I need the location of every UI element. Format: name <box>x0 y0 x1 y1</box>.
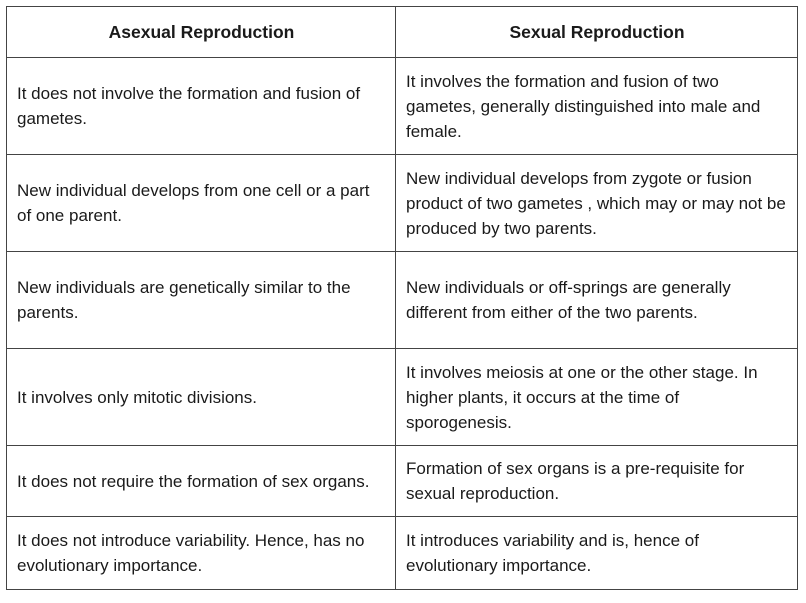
table-row <box>7 155 798 252</box>
table-row <box>7 58 798 155</box>
cell-asexual: It does not introduce variability. Hence, has no evolutionary importance. <box>7 517 396 590</box>
table-row <box>7 446 798 517</box>
header-asexual: Asexual Reproduction <box>7 7 396 58</box>
cell-asexual: It does not require the formation of sex organs. <box>7 446 396 517</box>
table-row <box>7 349 798 446</box>
table-row <box>7 517 798 590</box>
cell-sexual: It introduces variability and is, hence of evolutionary importance. <box>396 517 798 590</box>
cell-asexual: New individuals are genetically similar to the parents. <box>7 252 396 349</box>
cell-sexual: New individual develops from zygote or fusion product of two gametes , which may or may not be produced by two parents. <box>396 155 798 252</box>
header-sexual: Sexual Reproduction <box>396 7 798 58</box>
cell-sexual: It involves the formation and fusion of two gametes, generally distinguished into male and female. <box>396 58 798 155</box>
cell-asexual: New individual develops from one cell or a part of one parent. <box>7 155 396 252</box>
table-row <box>7 252 798 349</box>
cell-sexual: Formation of sex organs is a pre-requisite for sexual reproduction. <box>396 446 798 517</box>
cell-sexual: New individuals or off-springs are generally different from either of the two parents. <box>396 252 798 349</box>
header-row <box>7 7 798 58</box>
cell-asexual: It does not involve the formation and fusion of gametes. <box>7 58 396 155</box>
cell-asexual: It involves only mitotic divisions. <box>7 349 396 446</box>
cell-sexual: It involves meiosis at one or the other stage. In higher plants, it occurs at the time of sporogenesis. <box>396 349 798 446</box>
comparison-table <box>6 6 798 590</box>
